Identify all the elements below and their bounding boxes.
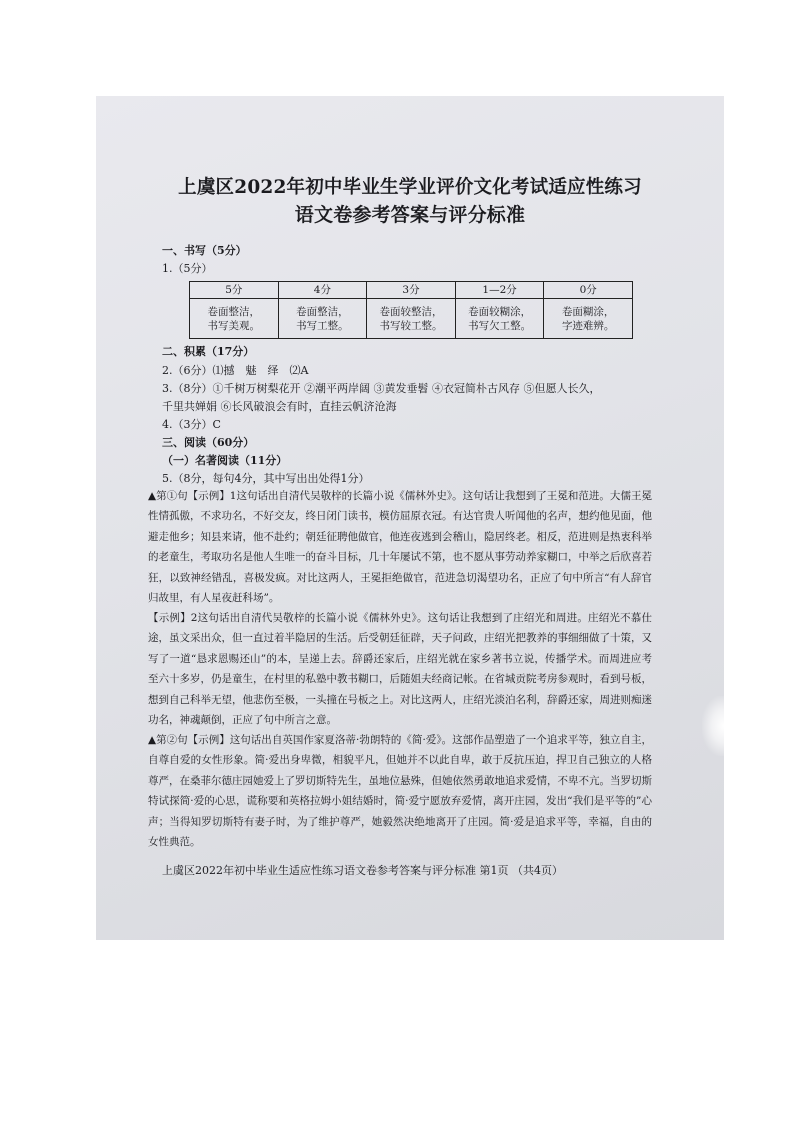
score-header-cell: 3分 (367, 282, 456, 299)
section-heading-reading: 三、阅读（60分） (162, 436, 255, 449)
score-header-cell: 0分 (544, 282, 633, 299)
score-criteria-cell (367, 299, 456, 339)
section-heading-writing: 一、书写（5分） (162, 244, 247, 257)
question-3: 3.（8分）①千树万树梨花开 ②潮平两岸阔 ③黄发垂髫 ④衣冠简朴古风存 ⑤但愿人长久， (162, 382, 601, 395)
answer-example-3: ▲第②句【示例】这句话出自英国作家夏洛蒂·勃朗特的《简·爱》。这部作品塑造了一个追求平等，独立自主，自尊自爱的女性形象。简·爱出身卑微，相貌平凡，但她并不以此自卑，敢于反抗压迫，捍卫自己独立的人格尊严，在桑菲尔德庄园她爱上了罗切斯特先生，虽地位悬殊，但她依然勇敢地追求爱情，不卑不亢。当罗切斯特试探简·爱的心思，谎称要和英格拉姆小姐结婚时，简·爱宁愿放弃爱情，离开庄园，发出“我们是平等的”心声；当得知罗切斯特有妻子时，为了维护尊严，她毅然决绝地离开了庄园。简·爱是追求平等，幸福，自由的女性典范。 (148, 734, 652, 849)
criteria-line: 卷面整洁， (207, 305, 261, 318)
score-criteria-cell (455, 299, 544, 339)
answer-example-1: ▲第①句【示例】1这句话出自清代吴敬梓的长篇小说《儒林外史》。这句话让我想到了王冕和范进。大儒王冕性情孤傲，不求功名，不好交友，终日闭门读书，模仿屈原衣冠。有达官贵人听闻他的名声，想约他见面，他避走他乡；知县来请，他不赴约；朝廷征聘他做官，他连夜逃到会稽山，隐居终老。相反，范进则是热衷科举的老童生，考取功名是他人生唯一的奋斗目标，几十年屡试不第，也不愿从事劳动养家糊口，中举之后欣喜若狂，以致神经错乱，喜极发疯。对比这两人，王冕拒绝做官，范进急切渴望功名，正应了句中所言“有人辞官归故里，有人星夜赶科场”。 (148, 490, 652, 605)
score-criteria-cell (544, 299, 633, 339)
criteria-line: 卷面整洁， (296, 305, 349, 318)
writing-score-table (189, 281, 633, 339)
question-3-continued: 千里共婵娟 ⑥长风破浪会有时，直挂云帆济沧海 (162, 400, 397, 413)
page-title: 上虞区2022年初中毕业生学业评价文化考试适应性练习 (178, 177, 642, 198)
criteria-line: 字迹难辨。 (561, 319, 615, 332)
score-table-row (190, 299, 633, 339)
question-2: 2.（6分）⑴撼 魅 绎 ⑵A (162, 364, 309, 377)
score-header-cell: 1—2分 (455, 282, 544, 299)
score-criteria-cell (278, 299, 367, 339)
criteria-line: 书写工整。 (296, 319, 349, 332)
question-1: 1.（5分） (162, 262, 213, 275)
criteria-line: 书写美观。 (207, 319, 261, 332)
criteria-line: 书写较工整。 (379, 319, 443, 332)
score-header-cell: 5分 (190, 282, 279, 299)
page-subtitle: 语文卷参考答案与评分标准 (294, 204, 526, 226)
document-photo (96, 96, 724, 940)
criteria-line: 书写欠工整。 (468, 319, 532, 332)
question-4: 4.（3分）C (162, 418, 221, 431)
score-header-cell: 4分 (278, 282, 367, 299)
score-table-header-row (190, 282, 633, 299)
answer-example-2: 【示例】2这句话出自清代吴敬梓的长篇小说《儒林外史》。这句话让我想到了庄绍光和周进。庄绍光不慕仕途，虽文采出众，但一直过着半隐居的生活。后受朝廷征辟，天子问政，庄绍光把教养的事细细做了十策，又写了一道“恳求恩赐还山”的本，呈递上去。辞爵还家后，庄绍光就在家乡著书立说，传播学术。而周进应考至六十多岁，仍是童生，在村里的私塾中教书糊口，后随姐夫经商记帐。在省城贡院考房参观时，看到号板，想到自己科举无望，他悲伤至极，一头撞在号板之上。对比这两人，庄绍光淡泊名利，辞爵还家，周进则痴迷功名，神魂颠倒，正应了句中所言之意。 (148, 612, 652, 727)
page-footer: 上虞区2022年初中毕业生适应性练习语文卷参考答案与评分标准 第1页 （共4页） (162, 864, 563, 877)
answer-sheet-page (96, 96, 724, 940)
section-heading-accumulation: 二、积累（17分） (162, 345, 255, 358)
score-criteria-cell (190, 299, 279, 339)
photo-glare (702, 696, 724, 756)
criteria-line: 卷面糊涂， (561, 305, 615, 318)
criteria-line: 卷面较整洁， (379, 305, 443, 318)
subsection-heading-classics: （一）名著阅读（11分） (162, 454, 288, 467)
criteria-line: 卷面较糊涂， (468, 305, 532, 318)
question-5: 5.（8分，每句4分，其中写出出处得1分） (162, 472, 370, 485)
